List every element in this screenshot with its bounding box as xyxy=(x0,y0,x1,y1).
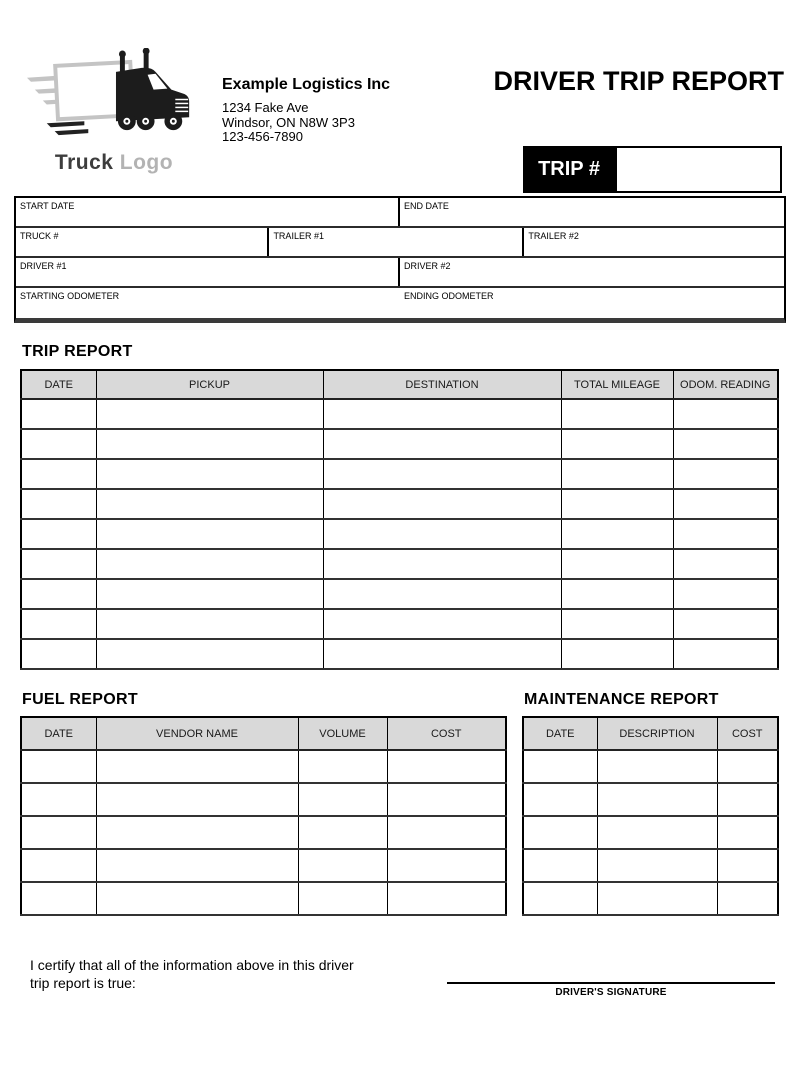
info-row-odometer xyxy=(16,288,784,318)
fuel-date-cell[interactable] xyxy=(21,849,96,882)
trip-odometer-cell[interactable] xyxy=(673,459,778,489)
trip-destination-cell[interactable] xyxy=(323,429,561,459)
trip-pickup-cell[interactable] xyxy=(96,489,323,519)
fuel-report-empty-row xyxy=(21,783,506,816)
driver2-field[interactable] xyxy=(400,258,784,286)
trip-number-field[interactable] xyxy=(615,146,782,193)
start-date-field[interactable] xyxy=(16,198,400,226)
fuel-volume-cell[interactable] xyxy=(298,816,387,849)
column-header-destination: DESTINATION xyxy=(323,370,561,399)
maintenance-report-empty-row xyxy=(523,816,778,849)
trailer1-label: TRAILER #1 xyxy=(273,231,324,241)
starting-odometer-label: STARTING ODOMETER xyxy=(20,291,120,301)
trip-date-cell[interactable] xyxy=(21,639,96,669)
fuel-vendor-cell[interactable] xyxy=(96,783,298,816)
company-city: Windsor, ON N8W 3P3 xyxy=(222,114,355,130)
trip-date-cell[interactable] xyxy=(21,489,96,519)
fuel-date-cell[interactable] xyxy=(21,882,96,915)
ending-odometer-label: ENDING ODOMETER xyxy=(404,291,494,301)
trip-report-empty-row xyxy=(21,489,778,519)
trip-odometer-cell[interactable] xyxy=(673,519,778,549)
maintenance-date-cell[interactable] xyxy=(523,783,597,816)
column-header-total-mileage: TOTAL MILEAGE xyxy=(561,370,673,399)
trip-destination-cell[interactable] xyxy=(323,639,561,669)
trip-odometer-cell[interactable] xyxy=(673,579,778,609)
fuel-date-cell[interactable] xyxy=(21,750,96,783)
trip-pickup-cell[interactable] xyxy=(96,519,323,549)
trip-pickup-cell[interactable] xyxy=(96,609,323,639)
fuel-vendor-cell[interactable] xyxy=(96,816,298,849)
maintenance-report-empty-row xyxy=(523,750,778,783)
trip-mileage-cell[interactable] xyxy=(561,459,673,489)
fuel-volume-cell[interactable] xyxy=(298,783,387,816)
trip-odometer-cell[interactable] xyxy=(673,429,778,459)
trip-odometer-cell[interactable] xyxy=(673,549,778,579)
trip-pickup-cell[interactable] xyxy=(96,579,323,609)
start-date-label: START DATE xyxy=(20,201,75,211)
signature-field[interactable] xyxy=(447,982,775,984)
info-row-drivers xyxy=(16,258,784,288)
trip-report-empty-row xyxy=(21,639,778,669)
certification-statement: I certify that all of the information above in this driver trip report is true: xyxy=(30,957,354,992)
trip-report-empty-row xyxy=(21,519,778,549)
driver1-label: DRIVER #1 xyxy=(20,261,67,271)
maintenance-column-date: DATE xyxy=(523,717,597,750)
trip-report-table xyxy=(20,369,779,670)
trip-destination-cell[interactable] xyxy=(323,549,561,579)
page-title: DRIVER TRIP REPORT xyxy=(493,66,784,96)
company-address: 1234 Fake Ave xyxy=(222,100,309,115)
fuel-column-volume: VOLUME xyxy=(298,717,387,750)
trip-mileage-cell[interactable] xyxy=(561,489,673,519)
trip-odometer-cell[interactable] xyxy=(673,399,778,429)
info-row-dates xyxy=(16,198,784,228)
trip-odometer-cell[interactable] xyxy=(673,489,778,519)
driver1-field[interactable] xyxy=(16,258,400,286)
fuel-date-cell[interactable] xyxy=(21,783,96,816)
ending-odometer-field[interactable] xyxy=(400,288,784,318)
maintenance-report-heading: MAINTENANCE REPORT xyxy=(524,691,719,708)
fuel-volume-cell[interactable] xyxy=(298,750,387,783)
end-date-field[interactable] xyxy=(400,198,784,226)
trailer1-field[interactable] xyxy=(269,228,524,256)
company-logo xyxy=(25,48,203,175)
trip-report-empty-row xyxy=(21,609,778,639)
maintenance-report-empty-row xyxy=(523,783,778,816)
maintenance-cost-cell[interactable] xyxy=(717,816,778,849)
fuel-report-empty-row xyxy=(21,882,506,915)
end-date-label: END DATE xyxy=(404,201,449,211)
truck-number-label: TRUCK # xyxy=(20,231,59,241)
fuel-column-vendor: VENDOR NAME xyxy=(96,717,298,750)
driver2-label: DRIVER #2 xyxy=(404,261,451,271)
fuel-volume-cell[interactable] xyxy=(298,849,387,882)
fuel-column-date: DATE xyxy=(21,717,96,750)
fuel-column-cost: COST xyxy=(387,717,506,750)
fuel-volume-cell[interactable] xyxy=(298,882,387,915)
company-info xyxy=(222,76,390,145)
trip-number-label: TRIP # xyxy=(523,146,615,193)
trip-pickup-cell[interactable] xyxy=(96,549,323,579)
fuel-report-empty-row xyxy=(21,750,506,783)
fuel-cost-cell[interactable] xyxy=(387,882,506,915)
trip-mileage-cell[interactable] xyxy=(561,549,673,579)
trip-mileage-cell[interactable] xyxy=(561,579,673,609)
trip-mileage-cell[interactable] xyxy=(561,609,673,639)
trip-destination-cell[interactable] xyxy=(323,519,561,549)
maintenance-cost-cell[interactable] xyxy=(717,750,778,783)
trip-date-cell[interactable] xyxy=(21,549,96,579)
maintenance-description-cell[interactable] xyxy=(597,750,717,783)
trip-destination-cell[interactable] xyxy=(323,399,561,429)
trailer2-label: TRAILER #2 xyxy=(528,231,579,241)
starting-odometer-field[interactable] xyxy=(16,288,400,318)
trip-pickup-cell[interactable] xyxy=(96,429,323,459)
fuel-date-cell[interactable] xyxy=(21,816,96,849)
maintenance-cost-cell[interactable] xyxy=(717,882,778,915)
fuel-report-header-row xyxy=(21,717,506,750)
trip-mileage-cell[interactable] xyxy=(561,519,673,549)
trip-report-empty-row xyxy=(21,429,778,459)
trip-date-cell[interactable] xyxy=(21,519,96,549)
maintenance-cost-cell[interactable] xyxy=(717,849,778,882)
trip-destination-cell[interactable] xyxy=(323,579,561,609)
trip-destination-cell[interactable] xyxy=(323,489,561,519)
maintenance-date-cell[interactable] xyxy=(523,882,597,915)
company-phone: 123-456-7890 xyxy=(222,129,303,144)
maintenance-report-table xyxy=(522,716,779,916)
fuel-vendor-cell[interactable] xyxy=(96,750,298,783)
trip-date-cell[interactable] xyxy=(21,609,96,639)
maintenance-column-cost: COST xyxy=(717,717,778,750)
fuel-vendor-cell[interactable] xyxy=(96,882,298,915)
maintenance-date-cell[interactable] xyxy=(523,750,597,783)
trip-date-cell[interactable] xyxy=(21,399,96,429)
trip-report-empty-row xyxy=(21,459,778,489)
trip-mileage-cell[interactable] xyxy=(561,639,673,669)
fuel-cost-cell[interactable] xyxy=(387,783,506,816)
trip-report-heading: TRIP REPORT xyxy=(22,343,133,360)
trip-date-cell[interactable] xyxy=(21,579,96,609)
signature-label: DRIVER'S SIGNATURE xyxy=(555,987,667,998)
fuel-report-empty-row xyxy=(21,816,506,849)
maintenance-description-cell[interactable] xyxy=(597,882,717,915)
maintenance-description-cell[interactable] xyxy=(597,783,717,816)
column-header-odom-reading: ODOM. READING xyxy=(673,370,778,399)
maintenance-report-empty-row xyxy=(523,882,778,915)
maintenance-report-empty-row xyxy=(523,849,778,882)
trip-date-cell[interactable] xyxy=(21,459,96,489)
trip-pickup-cell[interactable] xyxy=(96,639,323,669)
trailer2-field[interactable] xyxy=(524,228,784,256)
fuel-report-empty-row xyxy=(21,849,506,882)
trip-mileage-cell[interactable] xyxy=(561,399,673,429)
trip-report-empty-row xyxy=(21,549,778,579)
trip-info-grid xyxy=(14,196,786,323)
truck-number-field[interactable] xyxy=(16,228,269,256)
fuel-cost-cell[interactable] xyxy=(387,750,506,783)
fuel-cost-cell[interactable] xyxy=(387,849,506,882)
info-row-equipment xyxy=(16,228,784,258)
trip-report-empty-row xyxy=(21,399,778,429)
fuel-vendor-cell[interactable] xyxy=(96,849,298,882)
trip-destination-cell[interactable] xyxy=(323,459,561,489)
trip-destination-cell[interactable] xyxy=(323,609,561,639)
fuel-cost-cell[interactable] xyxy=(387,816,506,849)
logo-word-logo: Logo xyxy=(119,151,174,174)
trip-odometer-cell[interactable] xyxy=(673,639,778,669)
trip-date-cell[interactable] xyxy=(21,429,96,459)
trip-mileage-cell[interactable] xyxy=(561,429,673,459)
company-name: Example Logistics Inc xyxy=(222,76,391,93)
maintenance-description-cell[interactable] xyxy=(597,816,717,849)
maintenance-description-cell[interactable] xyxy=(597,849,717,882)
maintenance-date-cell[interactable] xyxy=(523,849,597,882)
trip-report-empty-row xyxy=(21,579,778,609)
maintenance-date-cell[interactable] xyxy=(523,816,597,849)
fuel-report-heading: FUEL REPORT xyxy=(22,691,138,708)
maintenance-column-description: DESCRIPTION xyxy=(597,717,717,750)
column-header-date: DATE xyxy=(21,370,96,399)
maintenance-report-header-row xyxy=(523,717,778,750)
column-header-pickup: PICKUP xyxy=(96,370,323,399)
logo-word-truck: Truck xyxy=(54,151,114,174)
fuel-report-table xyxy=(20,716,507,916)
trip-odometer-cell[interactable] xyxy=(673,609,778,639)
trip-pickup-cell[interactable] xyxy=(96,459,323,489)
trip-report-header-row xyxy=(21,370,778,399)
maintenance-cost-cell[interactable] xyxy=(717,783,778,816)
trip-pickup-cell[interactable] xyxy=(96,399,323,429)
